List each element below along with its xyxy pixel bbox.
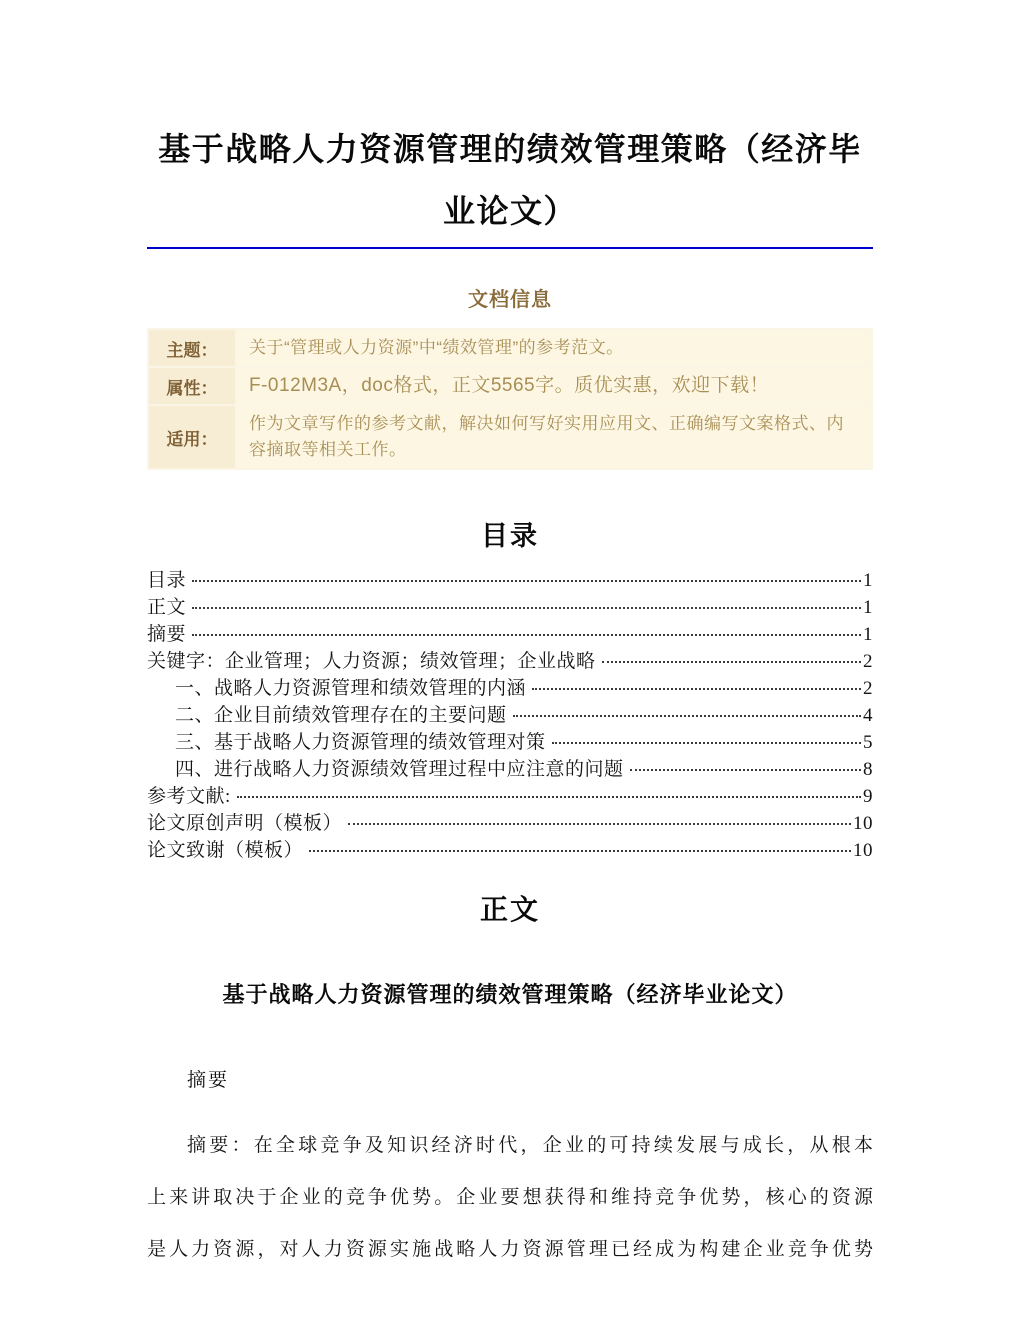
toc-entry (147, 781, 873, 808)
doc-info-row (148, 367, 872, 405)
toc-entry-label: 四、进行战略人力资源绩效管理过程中应注意的问题 (175, 759, 624, 780)
doc-info-row-value: F-012M3A，doc格式，正文5565字。质优实惠，欢迎下载！ (236, 367, 872, 405)
toc-entry (147, 565, 873, 592)
toc-entry-page-number: 1 (863, 624, 873, 645)
toc-entry-page-number: 5 (863, 732, 873, 753)
toc-entry-page-number: 9 (863, 786, 873, 807)
toc-entry-label: 论文致谢（模板） (147, 840, 304, 861)
toc-entry (147, 673, 873, 700)
toc-entry (147, 619, 873, 646)
toc-entry (147, 646, 873, 673)
toc-heading: 目录 (481, 521, 539, 551)
toc-dot-leader (309, 850, 851, 852)
doc-info-row-label: 属性： (148, 367, 236, 405)
toc-entry-page-number: 2 (863, 651, 873, 672)
toc-dot-leader (552, 742, 861, 744)
doc-info-row-label: 适用： (148, 405, 236, 469)
doc-info-heading: 文档信息 (468, 289, 552, 311)
toc-entry-page-number: 1 (863, 570, 873, 591)
toc-dot-leader (532, 688, 861, 690)
doc-info-row-value: 作为文章写作的参考文献，解决如何写好实用应用文、正确编写文案格式、内容摘取等相关工作。 (236, 405, 872, 469)
toc-entry (147, 754, 873, 781)
toc-entry (147, 835, 873, 862)
toc-list (147, 565, 873, 862)
title-underline-rule (147, 247, 873, 249)
doc-info-row (148, 329, 872, 367)
toc-entry-label: 正文 (147, 597, 187, 618)
toc-entry (147, 808, 873, 835)
toc-entry-label: 目录 (147, 570, 187, 591)
toc-entry-label: 一、战略人力资源管理和绩效管理的内涵 (175, 678, 527, 699)
toc-entry-label: 参考文献: (147, 786, 231, 807)
toc-entry-page-number: 2 (863, 678, 873, 699)
abstract-label: 摘要 (187, 1070, 230, 1091)
toc-entry-label: 论文原创声明（模板） (147, 813, 343, 834)
toc-dot-leader (513, 715, 861, 717)
abstract-paragraph-line: 上来讲取决于企业的竞争优势。企业要想获得和维持竞争优势，核心的资源 (147, 1187, 873, 1208)
toc-entry-label: 三、基于战略人力资源管理的绩效管理对策 (175, 732, 546, 753)
document-page (147, 0, 873, 1276)
toc-entry (147, 592, 873, 619)
toc-dot-leader (602, 661, 861, 663)
toc-entry-page-number: 10 (853, 813, 873, 834)
toc-entry (147, 727, 873, 754)
toc-dot-leader (192, 580, 861, 582)
article-title: 基于战略人力资源管理的绩效管理策略（经济毕业论文） (222, 982, 798, 1007)
toc-dot-leader (348, 823, 851, 825)
toc-dot-leader (630, 769, 861, 771)
doc-info-table (147, 328, 873, 470)
toc-entry-page-number: 8 (863, 759, 873, 780)
toc-entry-label: 关键字：企业管理；人力资源；绩效管理；企业战略 (147, 651, 596, 672)
abstract-paragraph (147, 1120, 873, 1276)
doc-info-row-value: 关于“管理或人力资源”中“绩效管理”的参考范文。 (236, 329, 872, 367)
abstract-paragraph-line: 是人力资源，对人力资源实施战略人力资源管理已经成为构建企业竞争优势 (147, 1239, 873, 1260)
toc-dot-leader (237, 796, 861, 798)
toc-entry-label: 摘要 (147, 624, 187, 645)
doc-info-row (148, 405, 872, 469)
toc-dot-leader (192, 607, 861, 609)
toc-entry-page-number: 10 (853, 840, 873, 861)
doc-info-row-label: 主题： (148, 329, 236, 367)
abstract-paragraph-line: 摘要：在全球竞争及知识经济时代，企业的可持续发展与成长，从根本 (187, 1135, 873, 1156)
document-title: 基于战略人力资源管理的绩效管理策略（经济毕业论文） (158, 131, 862, 229)
toc-entry-label: 二、企业目前绩效管理存在的主要问题 (175, 705, 507, 726)
body-section-heading: 正文 (479, 894, 540, 925)
toc-entry-page-number: 4 (863, 705, 873, 726)
toc-entry-page-number: 1 (863, 597, 873, 618)
toc-entry (147, 700, 873, 727)
toc-dot-leader (192, 634, 861, 636)
